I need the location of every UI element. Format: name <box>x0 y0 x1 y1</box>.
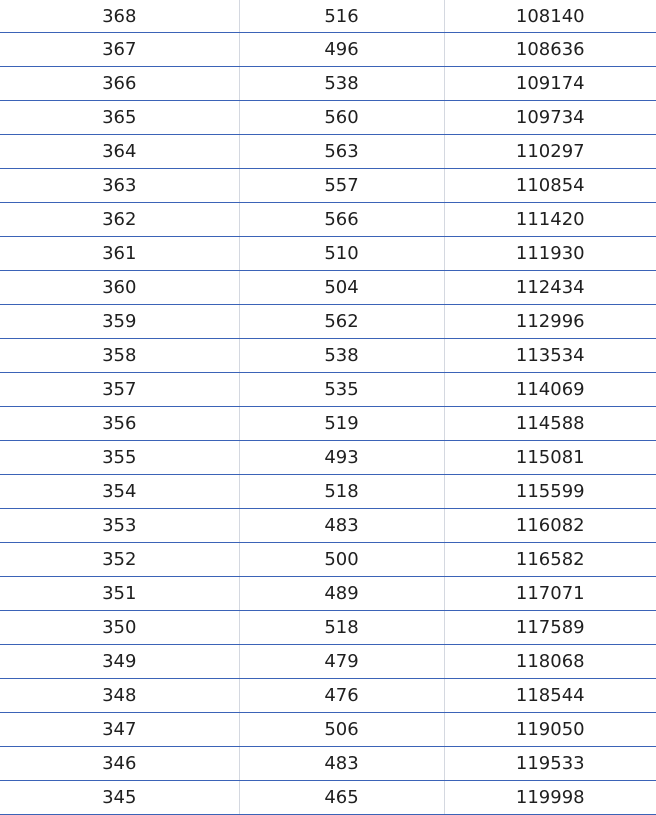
count-cell: 504 <box>239 271 444 305</box>
score-cell: 359 <box>0 305 239 339</box>
cumulative-cell: 113534 <box>444 339 656 373</box>
table-row <box>0 475 656 509</box>
cumulative-cell: 109734 <box>444 101 656 135</box>
score-cell: 366 <box>0 67 239 101</box>
score-cell: 350 <box>0 611 239 645</box>
table-row <box>0 0 656 33</box>
score-cell: 358 <box>0 339 239 373</box>
count-cell: 476 <box>239 679 444 713</box>
table-row <box>0 747 656 781</box>
table-row <box>0 237 656 271</box>
cumulative-cell: 118544 <box>444 679 656 713</box>
score-cell: 362 <box>0 203 239 237</box>
count-cell: 518 <box>239 475 444 509</box>
count-cell: 479 <box>239 645 444 679</box>
table-row <box>0 781 656 815</box>
cumulative-cell: 111420 <box>444 203 656 237</box>
cumulative-cell: 111930 <box>444 237 656 271</box>
cumulative-cell: 108140 <box>444 0 656 33</box>
score-cell: 349 <box>0 645 239 679</box>
count-cell: 483 <box>239 747 444 781</box>
score-cell: 352 <box>0 543 239 577</box>
cumulative-cell: 110297 <box>444 135 656 169</box>
table-row <box>0 135 656 169</box>
table-row <box>0 67 656 101</box>
count-cell: 510 <box>239 237 444 271</box>
cumulative-cell: 119533 <box>444 747 656 781</box>
table-row <box>0 679 656 713</box>
score-cell: 356 <box>0 407 239 441</box>
count-cell: 465 <box>239 781 444 815</box>
table-row <box>0 271 656 305</box>
score-cell: 363 <box>0 169 239 203</box>
score-cell: 346 <box>0 747 239 781</box>
table-row <box>0 33 656 67</box>
score-cell: 353 <box>0 509 239 543</box>
score-cell: 368 <box>0 0 239 33</box>
cumulative-cell: 112996 <box>444 305 656 339</box>
cumulative-cell: 110854 <box>444 169 656 203</box>
score-cell: 351 <box>0 577 239 611</box>
cumulative-cell: 108636 <box>444 33 656 67</box>
table-row <box>0 169 656 203</box>
table-row <box>0 339 656 373</box>
table-row <box>0 441 656 475</box>
count-cell: 557 <box>239 169 444 203</box>
count-cell: 538 <box>239 339 444 373</box>
count-cell: 489 <box>239 577 444 611</box>
score-cell: 364 <box>0 135 239 169</box>
count-cell: 496 <box>239 33 444 67</box>
table-row <box>0 305 656 339</box>
table-row <box>0 543 656 577</box>
cumulative-cell: 118068 <box>444 645 656 679</box>
score-cell: 360 <box>0 271 239 305</box>
table-row <box>0 611 656 645</box>
table-row <box>0 203 656 237</box>
cumulative-cell: 115081 <box>444 441 656 475</box>
score-cell: 367 <box>0 33 239 67</box>
count-cell: 516 <box>239 0 444 33</box>
score-cell: 354 <box>0 475 239 509</box>
table-row <box>0 577 656 611</box>
count-cell: 566 <box>239 203 444 237</box>
cumulative-cell: 116082 <box>444 509 656 543</box>
count-cell: 535 <box>239 373 444 407</box>
count-cell: 518 <box>239 611 444 645</box>
cumulative-cell: 119050 <box>444 713 656 747</box>
cumulative-cell: 112434 <box>444 271 656 305</box>
count-cell: 483 <box>239 509 444 543</box>
table-row <box>0 509 656 543</box>
table-row <box>0 407 656 441</box>
cumulative-cell: 115599 <box>444 475 656 509</box>
score-cell: 347 <box>0 713 239 747</box>
score-cell: 348 <box>0 679 239 713</box>
count-cell: 563 <box>239 135 444 169</box>
count-cell: 493 <box>239 441 444 475</box>
cumulative-cell: 116582 <box>444 543 656 577</box>
count-cell: 562 <box>239 305 444 339</box>
score-cell: 361 <box>0 237 239 271</box>
count-cell: 560 <box>239 101 444 135</box>
table-row <box>0 645 656 679</box>
cumulative-cell: 119998 <box>444 781 656 815</box>
count-cell: 538 <box>239 67 444 101</box>
cumulative-cell: 114588 <box>444 407 656 441</box>
table-row <box>0 101 656 135</box>
cumulative-cell: 117071 <box>444 577 656 611</box>
count-cell: 519 <box>239 407 444 441</box>
count-cell: 506 <box>239 713 444 747</box>
score-cell: 365 <box>0 101 239 135</box>
table-row <box>0 373 656 407</box>
score-cell: 345 <box>0 781 239 815</box>
score-cell: 355 <box>0 441 239 475</box>
count-cell: 500 <box>239 543 444 577</box>
table-row <box>0 713 656 747</box>
score-cell: 357 <box>0 373 239 407</box>
cumulative-cell: 114069 <box>444 373 656 407</box>
cumulative-cell: 109174 <box>444 67 656 101</box>
cumulative-cell: 117589 <box>444 611 656 645</box>
